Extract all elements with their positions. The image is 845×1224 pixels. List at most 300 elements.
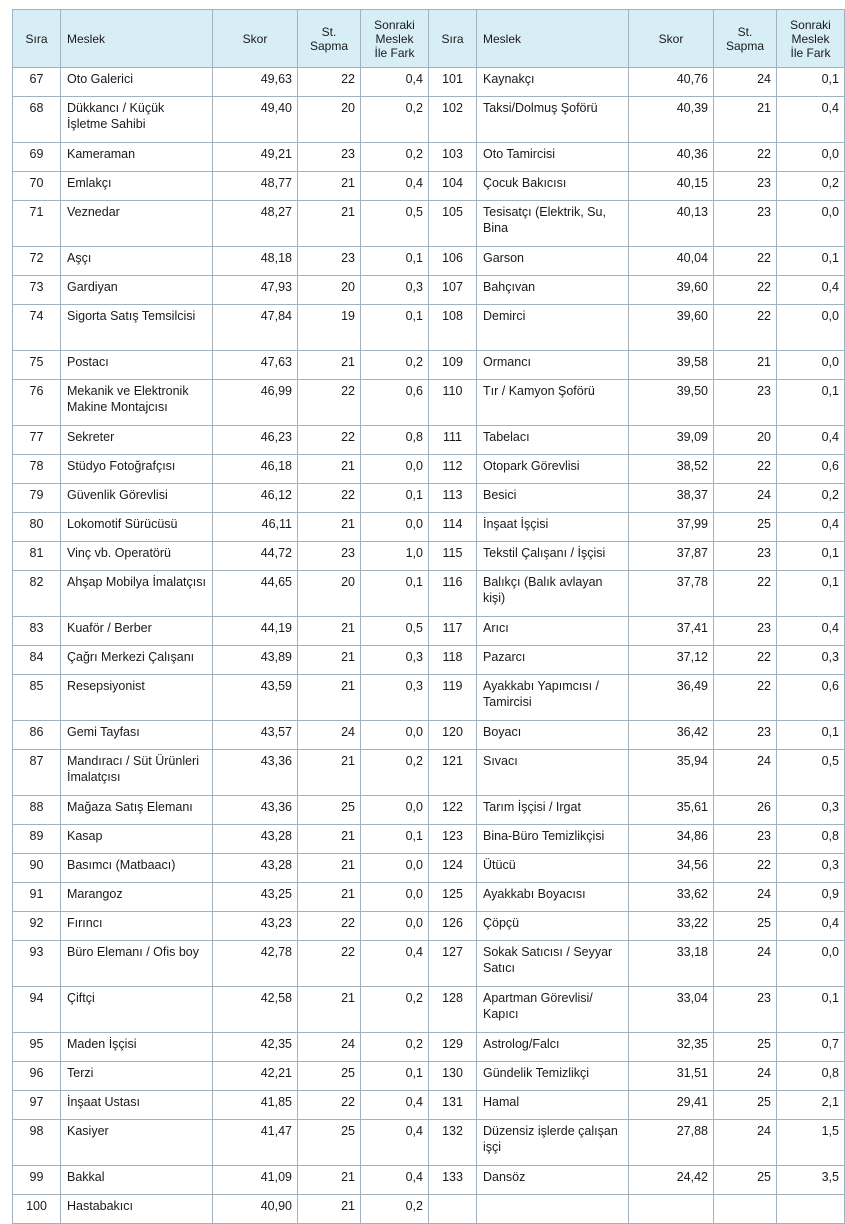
next-diff-cell: 0,0	[361, 883, 429, 912]
occupation-cell: Düzensiz işlerde çalışan işçi	[477, 1120, 629, 1166]
score-cell: 43,36	[213, 750, 298, 796]
table-row	[13, 97, 845, 143]
next-diff-cell: 0,4	[361, 1120, 429, 1166]
table-row	[13, 305, 845, 351]
score-cell: 46,12	[213, 484, 298, 513]
std-dev-cell: 23	[714, 987, 777, 1033]
score-cell: 37,12	[629, 646, 714, 675]
occupation-cell	[477, 1195, 629, 1224]
score-cell: 40,76	[629, 68, 714, 97]
occupation-cell: Mandıracı / Süt Ürünleri İmalatçısı	[61, 750, 213, 796]
std-dev-cell: 23	[714, 617, 777, 646]
next-diff-cell: 0,0	[777, 305, 845, 351]
table-row	[13, 883, 845, 912]
rank-cell: 123	[429, 825, 477, 854]
occupation-cell: Basımcı (Matbaacı)	[61, 854, 213, 883]
occupation-cell: Tabelacı	[477, 426, 629, 455]
std-dev-cell: 25	[714, 1166, 777, 1195]
rank-cell: 132	[429, 1120, 477, 1166]
score-cell: 31,51	[629, 1062, 714, 1091]
std-dev-cell: 20	[298, 97, 361, 143]
score-cell: 43,89	[213, 646, 298, 675]
std-dev-cell: 23	[298, 143, 361, 172]
std-dev-cell: 21	[714, 97, 777, 143]
score-cell: 33,22	[629, 912, 714, 941]
score-cell: 44,19	[213, 617, 298, 646]
rank-cell: 114	[429, 513, 477, 542]
std-dev-cell: 22	[298, 68, 361, 97]
table-row	[13, 1166, 845, 1195]
occupation-cell: Kasap	[61, 825, 213, 854]
occupation-cell: Dansöz	[477, 1166, 629, 1195]
header-std-dev-line1: St.	[321, 24, 337, 39]
next-diff-cell: 3,5	[777, 1166, 845, 1195]
next-diff-cell: 0,8	[777, 1062, 845, 1091]
rank-cell: 109	[429, 351, 477, 380]
next-diff-cell: 0,8	[777, 825, 845, 854]
next-diff-cell: 1,0	[361, 542, 429, 571]
std-dev-cell: 22	[298, 380, 361, 426]
score-cell: 41,47	[213, 1120, 298, 1166]
next-diff-cell: 0,0	[777, 201, 845, 247]
next-diff-cell: 0,5	[361, 201, 429, 247]
occupation-cell: Dükkancı / Küçük İşletme Sahibi	[61, 97, 213, 143]
rank-cell: 80	[13, 513, 61, 542]
table-row	[13, 484, 845, 513]
std-dev-cell: 23	[298, 247, 361, 276]
table-row	[13, 68, 845, 97]
rank-cell: 88	[13, 796, 61, 825]
rank-cell: 118	[429, 646, 477, 675]
next-diff-cell: 0,3	[361, 675, 429, 721]
std-dev-cell: 22	[714, 571, 777, 617]
std-dev-cell: 22	[714, 646, 777, 675]
occupation-cell: Pazarcı	[477, 646, 629, 675]
std-dev-cell: 25	[714, 912, 777, 941]
next-diff-cell: 0,2	[361, 987, 429, 1033]
next-diff-cell: 0,0	[777, 143, 845, 172]
rank-cell: 116	[429, 571, 477, 617]
rank-cell: 89	[13, 825, 61, 854]
header-next-diff-line3: İle Fark	[790, 45, 831, 60]
table-row	[13, 247, 845, 276]
std-dev-cell: 24	[714, 941, 777, 987]
header-next-diff	[361, 10, 429, 68]
next-diff-cell: 0,4	[777, 617, 845, 646]
next-diff-cell: 0,1	[777, 380, 845, 426]
occupation-cell: Gündelik Temizlikçi	[477, 1062, 629, 1091]
table-row	[13, 172, 845, 201]
table-row	[13, 912, 845, 941]
header-row	[13, 10, 845, 68]
next-diff-cell: 0,0	[361, 796, 429, 825]
occupation-cell: Oto Galerici	[61, 68, 213, 97]
next-diff-cell: 0,0	[777, 351, 845, 380]
rank-cell: 95	[13, 1033, 61, 1062]
table-row	[13, 1062, 845, 1091]
std-dev-cell: 24	[714, 1120, 777, 1166]
score-cell: 43,28	[213, 854, 298, 883]
header-next-diff-line3: İle Fark	[374, 45, 415, 60]
header-next-diff-line2: Meslek	[791, 31, 830, 46]
table-row	[13, 721, 845, 750]
table-row	[13, 646, 845, 675]
std-dev-cell: 23	[714, 201, 777, 247]
table-row	[13, 276, 845, 305]
score-cell: 48,18	[213, 247, 298, 276]
rank-cell: 84	[13, 646, 61, 675]
occupation-cell: Mekanik ve Elektronik Makine Montajcısı	[61, 380, 213, 426]
table-row	[13, 143, 845, 172]
occupation-cell: Gardiyan	[61, 276, 213, 305]
occupation-cell: Tarım İşçisi / Irgat	[477, 796, 629, 825]
occupation-cell: Kaynakçı	[477, 68, 629, 97]
score-cell: 42,58	[213, 987, 298, 1033]
rank-cell: 92	[13, 912, 61, 941]
rank-cell: 119	[429, 675, 477, 721]
std-dev-cell: 22	[298, 426, 361, 455]
score-cell: 27,88	[629, 1120, 714, 1166]
header-std-dev	[714, 10, 777, 68]
std-dev-cell: 22	[714, 305, 777, 351]
rank-cell: 133	[429, 1166, 477, 1195]
next-diff-cell: 0,1	[361, 484, 429, 513]
next-diff-cell: 0,1	[777, 247, 845, 276]
next-diff-cell: 0,5	[361, 617, 429, 646]
occupation-cell: Tekstil Çalışanı / İşçisi	[477, 542, 629, 571]
rank-cell: 99	[13, 1166, 61, 1195]
rank-cell: 76	[13, 380, 61, 426]
rank-cell: 75	[13, 351, 61, 380]
occupation-cell: Sekreter	[61, 426, 213, 455]
occupation-cell: Güvenlik Görevlisi	[61, 484, 213, 513]
rank-cell: 79	[13, 484, 61, 513]
score-cell: 47,63	[213, 351, 298, 380]
next-diff-cell: 0,1	[777, 987, 845, 1033]
table-row	[13, 426, 845, 455]
score-cell: 46,23	[213, 426, 298, 455]
score-cell: 43,25	[213, 883, 298, 912]
header-rank: Sıra	[13, 10, 61, 68]
next-diff-cell	[777, 1195, 845, 1224]
occupation-cell: Demirci	[477, 305, 629, 351]
rank-cell: 107	[429, 276, 477, 305]
rank-cell: 121	[429, 750, 477, 796]
next-diff-cell: 0,1	[361, 1062, 429, 1091]
std-dev-cell: 25	[298, 1062, 361, 1091]
occupation-cell: Kuaför / Berber	[61, 617, 213, 646]
occupation-cell: Ormancı	[477, 351, 629, 380]
next-diff-cell: 0,4	[361, 1166, 429, 1195]
table-row	[13, 854, 845, 883]
rank-cell: 120	[429, 721, 477, 750]
occupation-cell: Fırıncı	[61, 912, 213, 941]
rank-cell: 103	[429, 143, 477, 172]
next-diff-cell: 0,1	[361, 825, 429, 854]
occupation-cell: Maden İşçisi	[61, 1033, 213, 1062]
rank-cell: 68	[13, 97, 61, 143]
rank-cell: 78	[13, 455, 61, 484]
rank-cell: 110	[429, 380, 477, 426]
table-row	[13, 1091, 845, 1120]
std-dev-cell	[714, 1195, 777, 1224]
std-dev-cell: 21	[298, 854, 361, 883]
table-row	[13, 750, 845, 796]
occupation-cell: Lokomotif Sürücüsü	[61, 513, 213, 542]
table-row	[13, 617, 845, 646]
table-row	[13, 941, 845, 987]
rank-cell: 96	[13, 1062, 61, 1091]
std-dev-cell: 19	[298, 305, 361, 351]
occupation-cell: Çocuk Bakıcısı	[477, 172, 629, 201]
rank-cell: 101	[429, 68, 477, 97]
next-diff-cell: 0,0	[361, 912, 429, 941]
rank-cell: 67	[13, 68, 61, 97]
score-cell: 43,23	[213, 912, 298, 941]
rank-cell: 71	[13, 201, 61, 247]
header-next-diff-line1: Sonraki	[790, 17, 831, 32]
rank-cell: 94	[13, 987, 61, 1033]
next-diff-cell: 0,8	[361, 426, 429, 455]
next-diff-cell: 0,1	[361, 571, 429, 617]
next-diff-cell: 1,5	[777, 1120, 845, 1166]
next-diff-cell: 0,4	[777, 426, 845, 455]
occupation-cell: Taksi/Dolmuş Şoförü	[477, 97, 629, 143]
score-cell: 41,09	[213, 1166, 298, 1195]
rank-cell: 117	[429, 617, 477, 646]
next-diff-cell: 0,6	[777, 455, 845, 484]
occupation-cell: Aşçı	[61, 247, 213, 276]
score-cell: 29,41	[629, 1091, 714, 1120]
next-diff-cell: 0,0	[361, 854, 429, 883]
occupation-cell: Hastabakıcı	[61, 1195, 213, 1224]
occupation-cell: İnşaat Ustası	[61, 1091, 213, 1120]
score-cell: 35,61	[629, 796, 714, 825]
next-diff-cell: 0,4	[361, 1091, 429, 1120]
std-dev-cell: 22	[298, 941, 361, 987]
occupation-cell: Sokak Satıcısı / Seyyar Satıcı	[477, 941, 629, 987]
score-cell: 46,18	[213, 455, 298, 484]
score-cell: 40,13	[629, 201, 714, 247]
std-dev-cell: 23	[714, 542, 777, 571]
score-cell: 41,85	[213, 1091, 298, 1120]
score-cell: 39,60	[629, 276, 714, 305]
score-cell: 43,36	[213, 796, 298, 825]
occupation-cell: Astrolog/Falcı	[477, 1033, 629, 1062]
std-dev-cell: 21	[298, 1195, 361, 1224]
next-diff-cell: 0,3	[777, 854, 845, 883]
next-diff-cell: 0,0	[361, 513, 429, 542]
next-diff-cell: 0,4	[777, 276, 845, 305]
std-dev-cell: 25	[714, 513, 777, 542]
score-cell: 44,65	[213, 571, 298, 617]
table-row	[13, 380, 845, 426]
std-dev-cell: 22	[714, 276, 777, 305]
std-dev-cell: 20	[714, 426, 777, 455]
occupation-cell: Sıvacı	[477, 750, 629, 796]
occupation-cell: Besici	[477, 484, 629, 513]
next-diff-cell: 0,2	[777, 172, 845, 201]
occupation-cell: Balıkçı (Balık avlayan kişi)	[477, 571, 629, 617]
rank-cell: 131	[429, 1091, 477, 1120]
occupation-cell: Oto Tamircisi	[477, 143, 629, 172]
std-dev-cell: 24	[714, 1062, 777, 1091]
std-dev-cell: 21	[298, 1166, 361, 1195]
std-dev-cell: 21	[298, 675, 361, 721]
occupation-cell: Ayakkabı Yapımcısı / Tamircisi	[477, 675, 629, 721]
occupation-cell: Hamal	[477, 1091, 629, 1120]
std-dev-cell: 22	[714, 854, 777, 883]
next-diff-cell: 0,4	[777, 513, 845, 542]
table-row	[13, 825, 845, 854]
std-dev-cell: 21	[298, 455, 361, 484]
std-dev-cell: 23	[714, 721, 777, 750]
next-diff-cell: 0,3	[777, 796, 845, 825]
table-row	[13, 455, 845, 484]
std-dev-cell: 21	[298, 883, 361, 912]
occupation-cell: Apartman Görevlisi/ Kapıcı	[477, 987, 629, 1033]
rank-cell: 74	[13, 305, 61, 351]
score-cell: 32,35	[629, 1033, 714, 1062]
occupation-cell: Ahşap Mobilya İmalatçısı	[61, 571, 213, 617]
std-dev-cell: 20	[298, 571, 361, 617]
std-dev-cell: 22	[714, 247, 777, 276]
rank-cell: 108	[429, 305, 477, 351]
std-dev-cell: 22	[298, 912, 361, 941]
std-dev-cell: 21	[298, 617, 361, 646]
next-diff-cell: 0,4	[777, 97, 845, 143]
rank-cell: 111	[429, 426, 477, 455]
table-row	[13, 796, 845, 825]
header-std-dev-line1: St.	[737, 24, 753, 39]
next-diff-cell: 0,4	[361, 172, 429, 201]
next-diff-cell: 2,1	[777, 1091, 845, 1120]
score-cell: 43,59	[213, 675, 298, 721]
next-diff-cell: 0,2	[361, 143, 429, 172]
occupation-ranking-table	[12, 9, 845, 1224]
score-cell: 39,09	[629, 426, 714, 455]
score-cell: 44,72	[213, 542, 298, 571]
rank-cell: 86	[13, 721, 61, 750]
next-diff-cell: 0,4	[777, 912, 845, 941]
next-diff-cell: 0,0	[361, 455, 429, 484]
rank-cell: 93	[13, 941, 61, 987]
occupation-cell: Stüdyo Fotoğrafçısı	[61, 455, 213, 484]
occupation-cell: Bakkal	[61, 1166, 213, 1195]
next-diff-cell: 0,1	[777, 721, 845, 750]
rank-cell: 124	[429, 854, 477, 883]
score-cell: 40,04	[629, 247, 714, 276]
header-next-diff	[777, 10, 845, 68]
std-dev-cell: 21	[298, 172, 361, 201]
rank-cell: 70	[13, 172, 61, 201]
score-cell: 40,36	[629, 143, 714, 172]
next-diff-cell: 0,1	[361, 247, 429, 276]
std-dev-cell: 23	[298, 542, 361, 571]
score-cell: 36,42	[629, 721, 714, 750]
score-cell: 33,62	[629, 883, 714, 912]
header-std-dev	[298, 10, 361, 68]
header-rank: Sıra	[429, 10, 477, 68]
occupation-cell: Gemi Tayfası	[61, 721, 213, 750]
header-next-diff-line2: Meslek	[375, 31, 414, 46]
std-dev-cell: 24	[714, 750, 777, 796]
std-dev-cell: 25	[298, 796, 361, 825]
std-dev-cell: 21	[298, 987, 361, 1033]
table-body	[13, 68, 845, 1224]
score-cell: 47,93	[213, 276, 298, 305]
next-diff-cell: 0,3	[361, 646, 429, 675]
occupation-cell: Garson	[477, 247, 629, 276]
score-cell: 47,84	[213, 305, 298, 351]
std-dev-cell: 21	[298, 351, 361, 380]
score-cell: 37,87	[629, 542, 714, 571]
std-dev-cell: 24	[714, 68, 777, 97]
rank-cell: 127	[429, 941, 477, 987]
score-cell: 49,21	[213, 143, 298, 172]
occupation-cell: Arıcı	[477, 617, 629, 646]
occupation-cell: Kameraman	[61, 143, 213, 172]
rank-cell: 91	[13, 883, 61, 912]
rank-cell: 83	[13, 617, 61, 646]
std-dev-cell: 23	[714, 380, 777, 426]
next-diff-cell: 0,0	[361, 721, 429, 750]
occupation-cell: Çöpçü	[477, 912, 629, 941]
next-diff-cell: 0,2	[361, 1033, 429, 1062]
rank-cell: 87	[13, 750, 61, 796]
rank-cell: 125	[429, 883, 477, 912]
occupation-cell: Çiftçi	[61, 987, 213, 1033]
std-dev-cell: 24	[714, 484, 777, 513]
std-dev-cell: 26	[714, 796, 777, 825]
std-dev-cell: 24	[298, 721, 361, 750]
next-diff-cell: 0,2	[361, 351, 429, 380]
score-cell: 34,86	[629, 825, 714, 854]
std-dev-cell: 25	[298, 1120, 361, 1166]
rank-cell: 85	[13, 675, 61, 721]
occupation-cell: Ütücü	[477, 854, 629, 883]
next-diff-cell: 0,6	[361, 380, 429, 426]
std-dev-cell: 21	[714, 351, 777, 380]
occupation-cell: Postacı	[61, 351, 213, 380]
header-occupation: Meslek	[477, 10, 629, 68]
score-cell: 39,58	[629, 351, 714, 380]
table-row	[13, 987, 845, 1033]
std-dev-cell: 25	[714, 1033, 777, 1062]
score-cell: 42,35	[213, 1033, 298, 1062]
std-dev-cell: 23	[714, 825, 777, 854]
table-row	[13, 513, 845, 542]
score-cell: 48,27	[213, 201, 298, 247]
next-diff-cell: 0,2	[777, 484, 845, 513]
header-std-dev-line2: Sapma	[725, 38, 765, 53]
next-diff-cell: 0,1	[777, 68, 845, 97]
rank-cell: 77	[13, 426, 61, 455]
occupation-cell: Veznedar	[61, 201, 213, 247]
rank-cell	[429, 1195, 477, 1224]
score-cell: 49,63	[213, 68, 298, 97]
rank-cell: 100	[13, 1195, 61, 1224]
std-dev-cell: 22	[714, 455, 777, 484]
rank-cell: 106	[429, 247, 477, 276]
score-cell	[629, 1195, 714, 1224]
rank-cell: 129	[429, 1033, 477, 1062]
table-row	[13, 201, 845, 247]
occupation-cell: Kasiyer	[61, 1120, 213, 1166]
score-cell: 33,18	[629, 941, 714, 987]
header-next-diff-line1: Sonraki	[374, 17, 415, 32]
next-diff-cell: 0,6	[777, 675, 845, 721]
